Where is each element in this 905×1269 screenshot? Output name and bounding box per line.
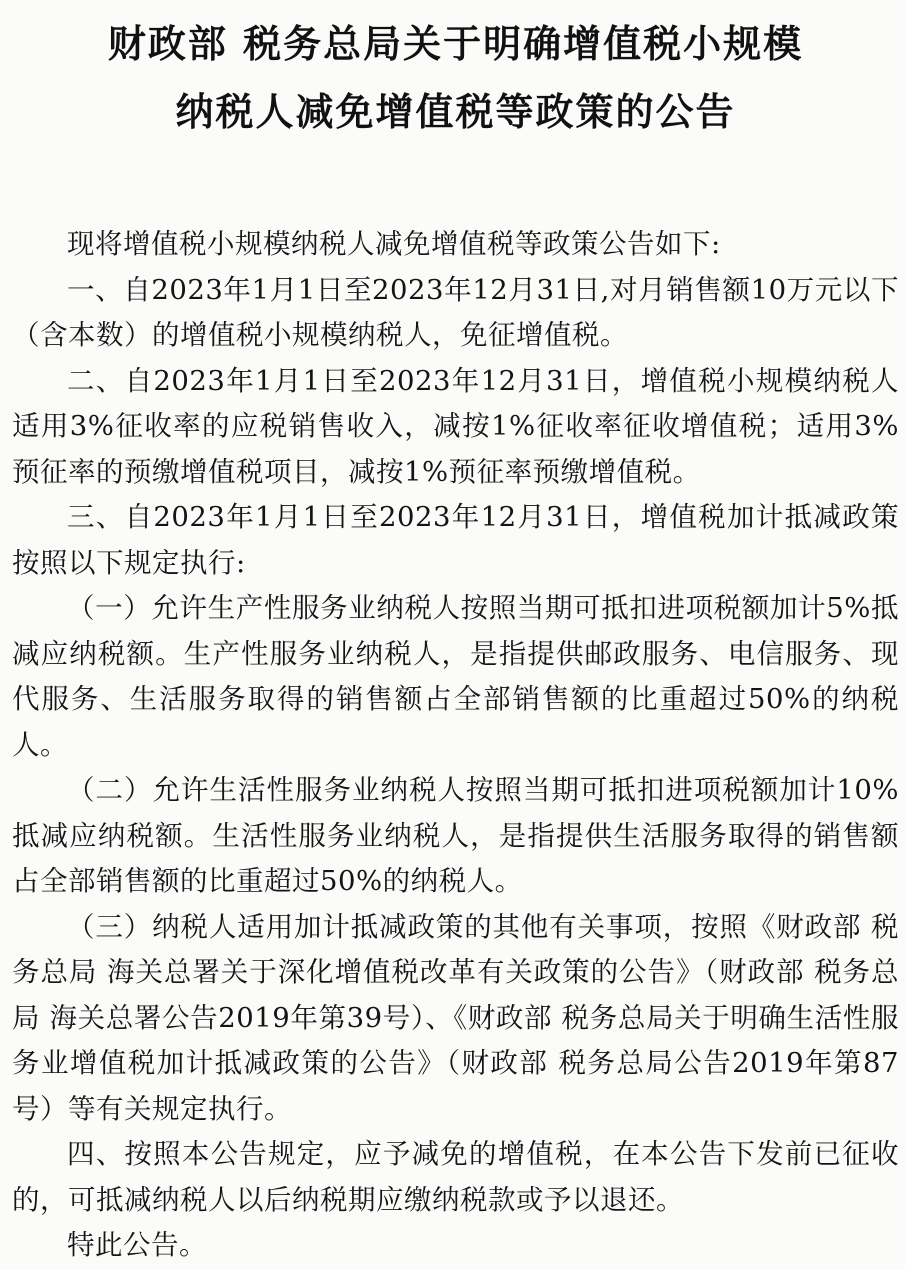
title-line-2: 纳税人减免增值税等政策的公告 [175, 90, 736, 134]
title-line-1: 财政部 税务总局关于明确增值税小规模 [107, 22, 804, 66]
paragraph-item-2: 二、自2023年1月1日至2023年12月31日，增值税小规模纳税人适用3%征收率的应税销售收入，减按1%征收率征收增值税；适用3%预征率的预缴增值税项目，减按1%预征率预缴增值税。 [12, 364, 899, 488]
paragraph-item-4: 四、按照本公告规定，应予减免的增值税，在本公告下发前已征收的，可抵减纳税人以后纳税期应缴纳税款或予以退还。 [12, 1138, 899, 1216]
paragraph-intro: 现将增值税小规模纳税人减免增值税等政策公告如下: [67, 228, 721, 260]
paragraph-item-3-sub-1: （一）允许生产性服务业纳税人按照当期可抵扣进项税额加计5%抵减应纳税额。生产性服务业纳税人，是指提供邮政服务、电信服务、现代服务、生活服务取得的销售额占全部销售额的比重超过50%的纳税人。 [12, 592, 899, 761]
document-title [12, 10, 899, 146]
document-body [12, 222, 899, 1269]
paragraph-item-3-sub-3: （三）纳税人适用加计抵减政策的其他有关事项，按照《财政部 税务总局 海关总署关于深化增值税改革有关政策的公告》（财政部 税务总局 海关总署公告2019年第39号）、《财政部 税务总局关于明确生活性服务业增值税加计抵减政策的公告》（财政部 税务总局公告2019年第87号）等有关规定执行。 [12, 910, 899, 1125]
paragraph-closing: 特此公告。 [67, 1229, 207, 1261]
paragraph-item-3: 三、自2023年1月1日至2023年12月31日，增值税加计抵减政策按照以下规定执行: [12, 501, 899, 579]
paragraph-item-3-sub-2: （二）允许生活性服务业纳税人按照当期可抵扣进项税额加计10%抵减应纳税额。生活性服务业纳税人，是指提供生活服务取得的销售额占全部销售额的比重超过50%的纳税人。 [12, 774, 899, 897]
paragraph-item-1: 一、自2023年1月1日至2023年12月31日,对月销售额10万元以下（含本数）的增值税小规模纳税人，免征增值税。 [12, 273, 899, 351]
